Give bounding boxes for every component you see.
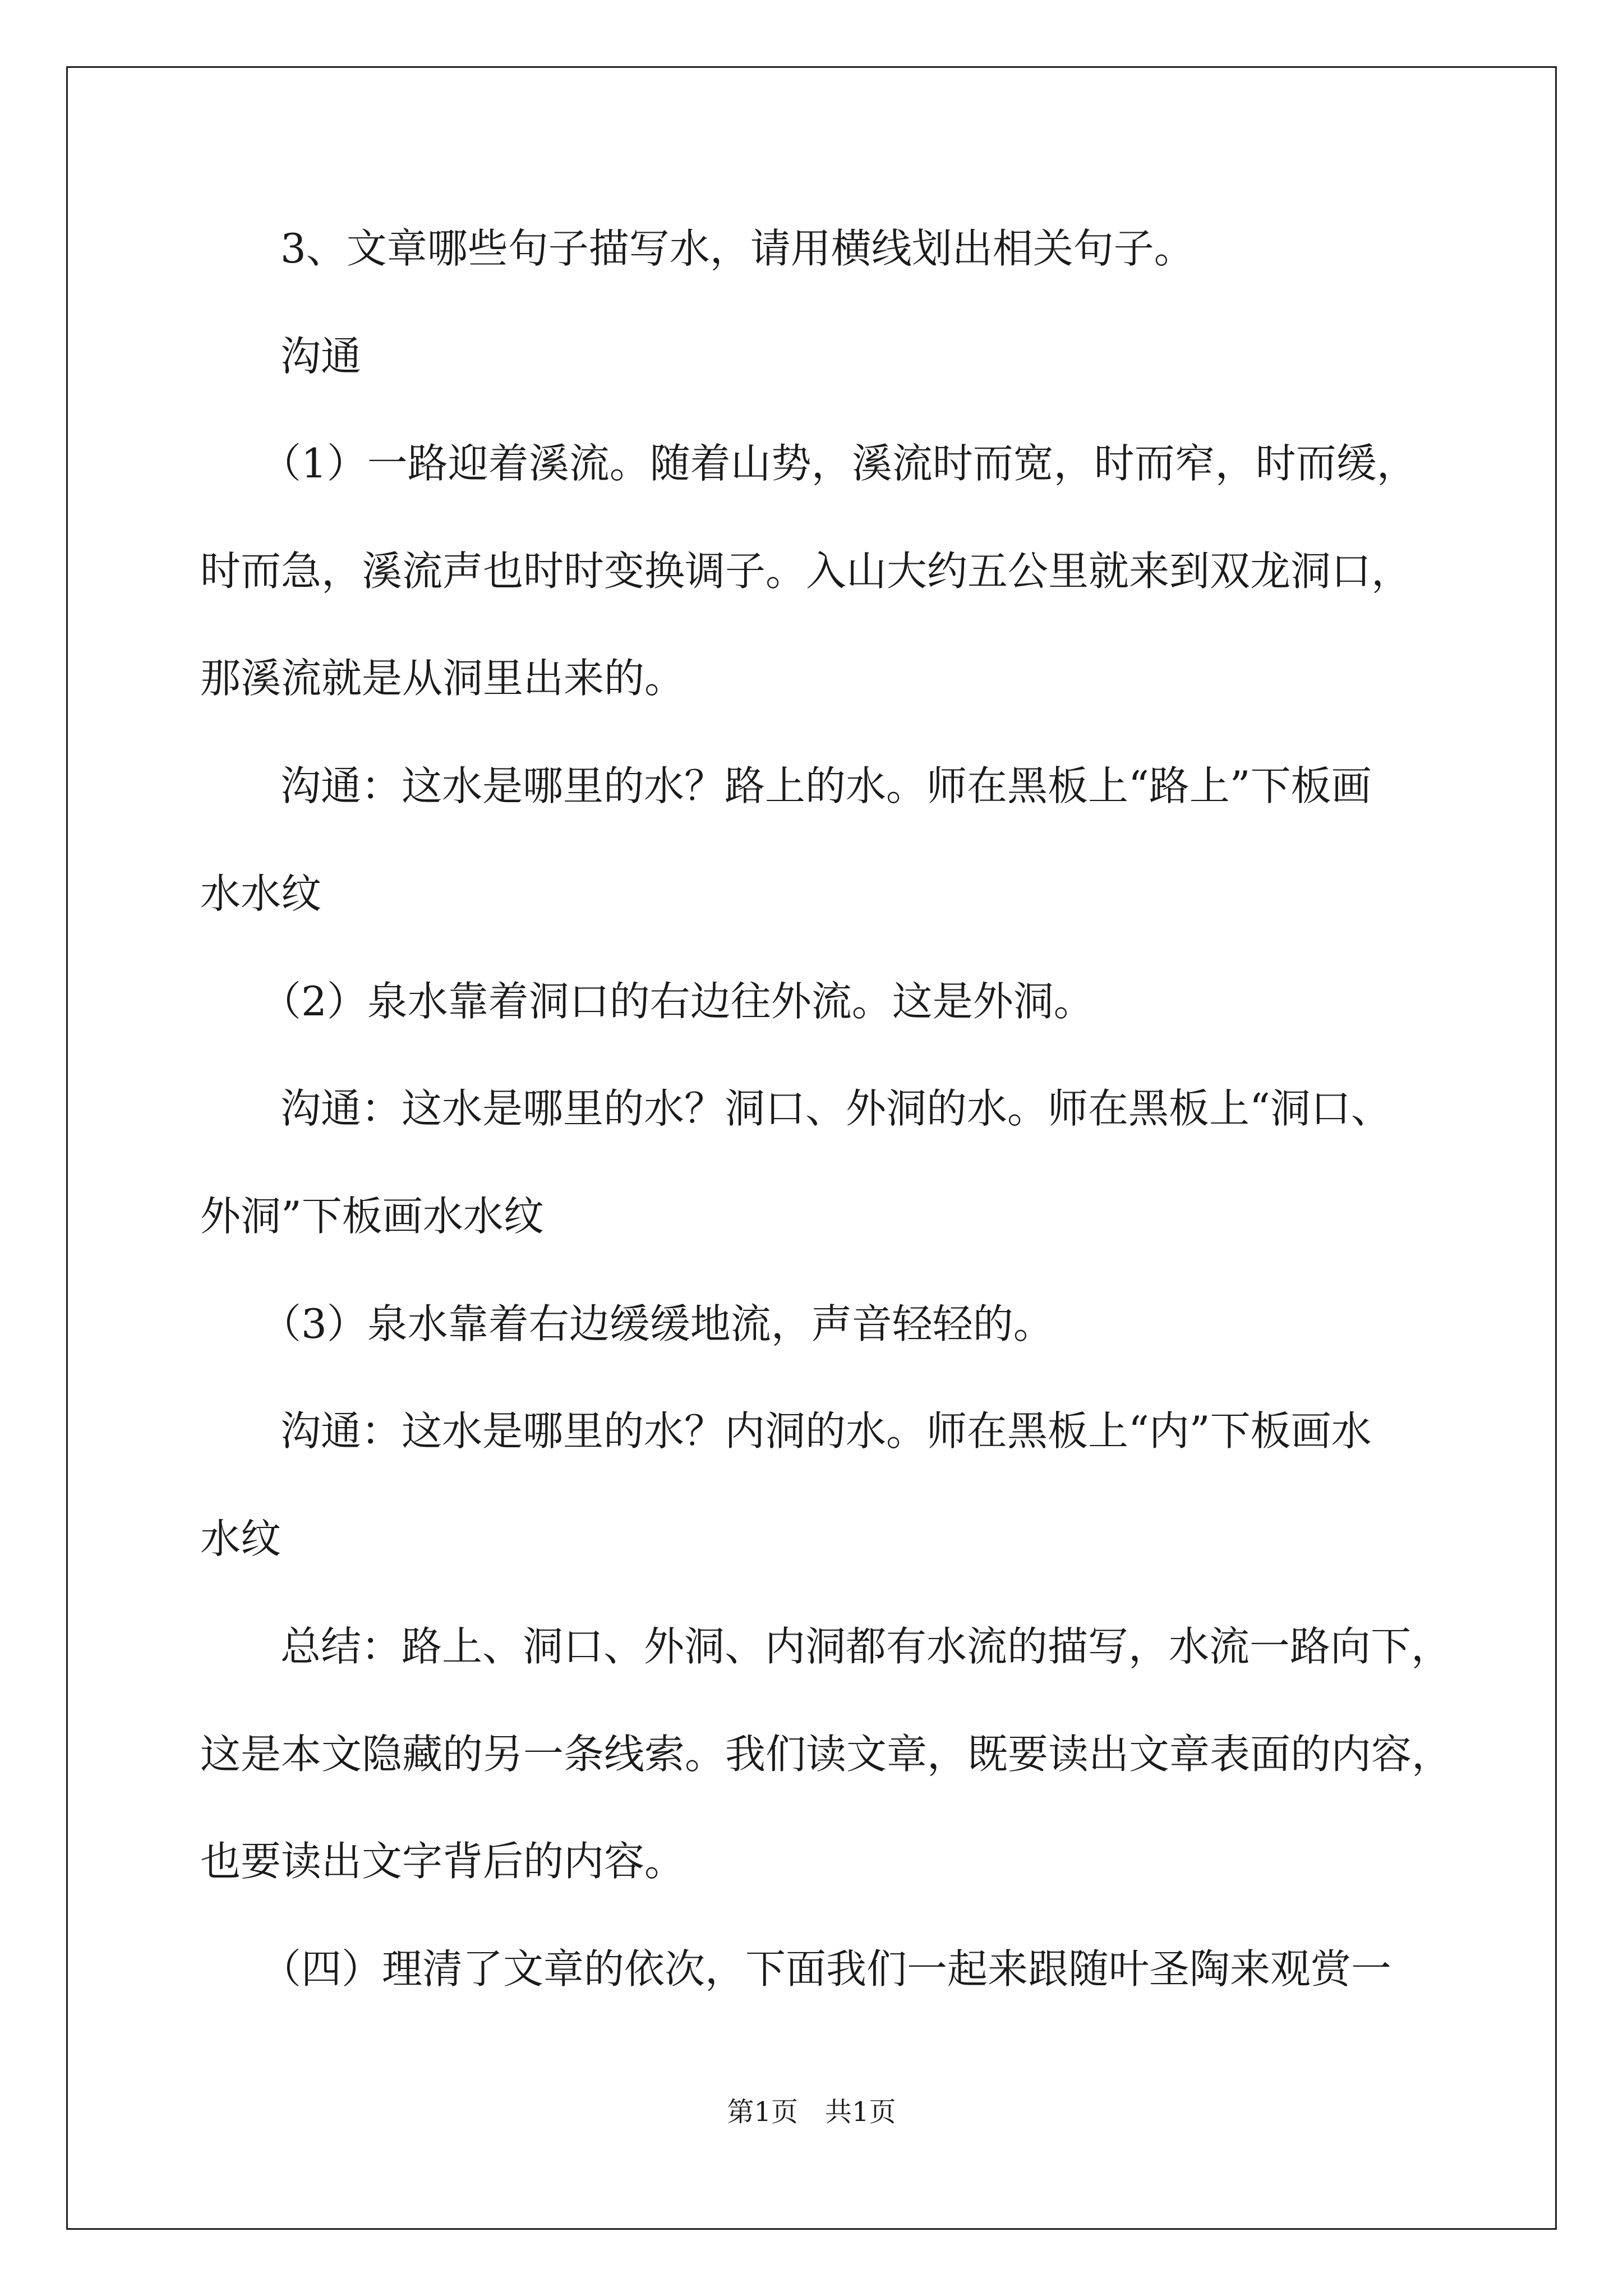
paragraph-line: 外洞”下板画水水纹 <box>200 1193 544 1240</box>
paragraph-line: 总结：路上、洞口、外洞、内洞都有水流的描写，水流一路向下， <box>280 1623 1452 1670</box>
paragraph-line: 沟通：这水是哪里的水？路上的水。师在黑板上“路上”下板画 <box>280 762 1372 809</box>
paragraph-line: 水水纹 <box>200 870 322 917</box>
paragraph-line: 时而急，溪流声也时时变换调子。入山大约五公里就来到双龙洞口， <box>200 547 1412 595</box>
paragraph-line: 3、文章哪些句子描写水，请用横线划出相关句子。 <box>280 225 1195 272</box>
page-footer: 第1页 共1页 <box>727 2096 896 2128</box>
paragraph-line: （1）一路迎着溪流。随着山势，溪流时而宽，时而窄，时而缓， <box>261 440 1417 487</box>
paragraph-line: 沟通 <box>280 333 362 380</box>
paragraph-line: （2）泉水靠着洞口的右边往外流。这是外洞。 <box>261 978 1094 1025</box>
page-border <box>66 66 1557 2230</box>
paragraph-line: 水纹 <box>200 1515 282 1562</box>
paragraph-line: 沟通：这水是哪里的水？内洞的水。师在黑板上“内”下板画水 <box>280 1407 1372 1455</box>
paragraph-line: 也要读出文字背后的内容。 <box>200 1838 685 1885</box>
paragraph-line: 这是本文隐藏的另一条线索。我们读文章，既要读出文章表面的内容， <box>200 1731 1453 1778</box>
paragraph-line: 沟通：这水是哪里的水？洞口、外洞的水。师在黑板上“洞口、 <box>280 1085 1391 1132</box>
paragraph-line: 那溪流就是从洞里出来的。 <box>200 655 685 702</box>
paragraph-line: （3）泉水靠着右边缓缓地流，声音轻轻的。 <box>261 1300 1054 1347</box>
paragraph-line: （四）理清了文章的依次，下面我们一起来跟随叶圣陶来观赏一 <box>261 1945 1392 1993</box>
